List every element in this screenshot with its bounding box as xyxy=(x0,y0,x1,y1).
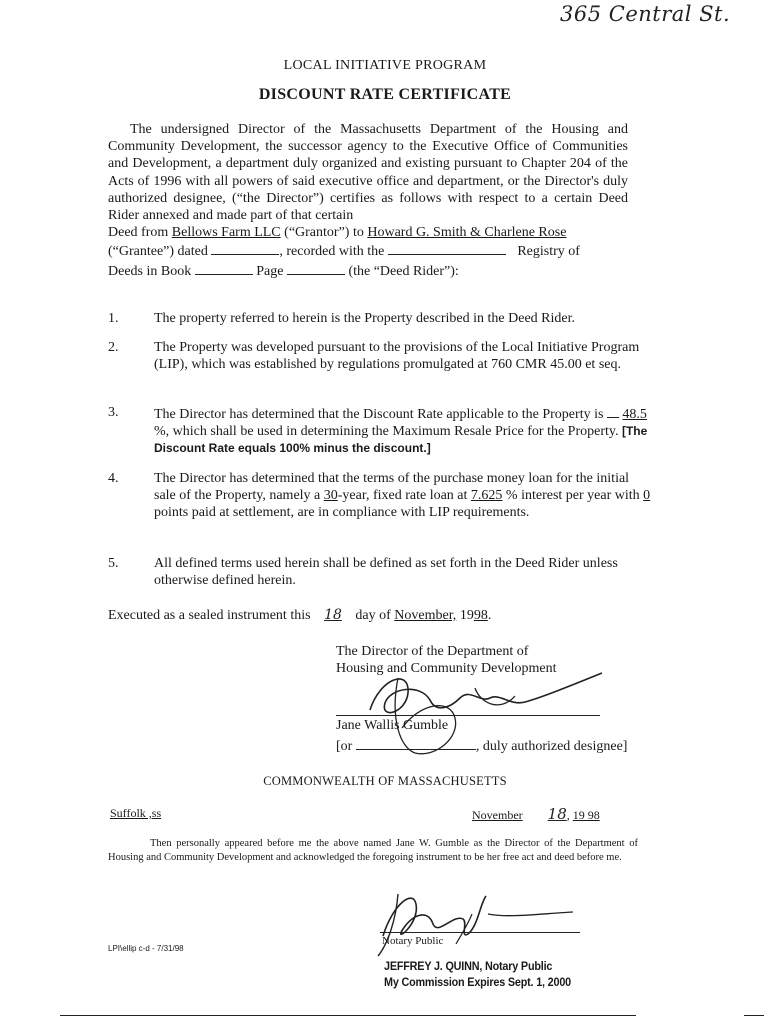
intro-text: The undersigned Director of the Massachusetts Department of the Housing and Community Development, the successor agency to the Executive Office of Communities and Development, a department duly organized and existing pursuant to Chapter 204 of the Acts of 1996 with all powers of said executive office and department, or the Director's duly authorized designee, (“the Director”) certifies as follows with respect to a certain Deed Rider annexed and made part of that certain xyxy=(108,122,628,224)
item-number: 1. xyxy=(108,311,119,326)
book-label: Deeds in Book xyxy=(108,263,192,279)
handwritten-address: 365 Central St. xyxy=(560,2,731,26)
executed-day: 18 xyxy=(324,607,342,623)
interest-rate-value: 7.625 xyxy=(470,488,503,503)
grantee-label: (“Grantee”) dated xyxy=(108,244,208,260)
bottom-rule xyxy=(60,1015,636,1016)
notary-label: Notary Public xyxy=(382,935,444,947)
notary-year: 19 98 xyxy=(572,808,600,822)
points-value: 0 xyxy=(643,488,651,503)
item-text xyxy=(154,404,654,457)
book-line xyxy=(108,261,628,280)
registry-label: Registry of xyxy=(517,244,580,260)
notary-signature-line xyxy=(380,932,580,933)
executed-line: Executed as a sealed instrument this 18 day of November, 1998. xyxy=(108,607,492,623)
item-text-mid2: % interest per year with xyxy=(505,488,640,503)
page-label: Page xyxy=(256,263,284,279)
certificate-title: DISCOUNT RATE CERTIFICATE xyxy=(258,86,512,103)
discount-rate-value: 48.5 xyxy=(622,407,647,422)
item-number: 4. xyxy=(108,471,119,486)
executed-day-of: day of xyxy=(355,608,391,623)
dated-line xyxy=(108,241,628,260)
item-number: 3. xyxy=(108,405,119,420)
item-text xyxy=(154,470,654,521)
deed-rider-label: (the “Deed Rider”): xyxy=(348,263,459,279)
executed-year-prefix: 19 xyxy=(459,608,474,623)
rate-blank xyxy=(607,404,619,418)
director-title-line2: Housing and Community Development xyxy=(336,661,557,676)
designee-line xyxy=(336,736,627,755)
loan-term-value: 30 xyxy=(323,488,338,503)
registry-blank xyxy=(388,241,506,255)
notary-signature xyxy=(368,884,588,959)
item-text: The Property was developed pursuant to the provisions of the Local Initiative Program (LIP), which was established by regulations promulgated at 760 CMR 45.00 et seq. xyxy=(154,340,640,372)
book-blank xyxy=(195,261,253,275)
commonwealth-heading: COMMONWEALTH OF MASSACHUSETTS xyxy=(263,774,507,788)
grantor-label: (“Grantor”) to xyxy=(284,225,364,241)
notary-stamp xyxy=(384,958,571,990)
or-label: [or xyxy=(336,739,353,754)
item-number: 2. xyxy=(108,340,119,355)
discount-rate-note: [The Discount Rate equals 100% minus the discount.] xyxy=(154,424,648,455)
executed-month: November, xyxy=(394,608,457,623)
notary-acknowledgement: Then personally appeared before me the above named Jane W. Gumble as the Director of the Department of Housing and Community Development and acknowledged the foregoing instrument to be her free act and deed before me. xyxy=(108,838,638,863)
item-text-mid: -year, fixed rate loan at xyxy=(337,488,468,503)
designee-blank xyxy=(356,736,476,750)
notary-month: November xyxy=(472,808,523,822)
designee-label: , duly authorized designee] xyxy=(475,739,628,754)
dated-blank xyxy=(211,241,279,255)
notary-county: Suffolk ,ss xyxy=(110,806,162,820)
notary-day: 18 xyxy=(547,805,567,823)
intro-paragraph xyxy=(108,121,628,280)
notary-date: November 18, 19 98 xyxy=(468,805,620,823)
item-number: 5. xyxy=(108,556,119,571)
item-text-post: %, which shall be used in determining the Maximum Resale Price for the Property. xyxy=(154,424,619,439)
director-title-line1: The Director of the Department of xyxy=(336,644,529,659)
form-code: LPI\ellip c-d - 7/31/98 xyxy=(108,944,184,953)
item-text-pre: The Director has determined that the terms of the purchase money loan for the initial sale of the Property, namely a xyxy=(154,471,630,503)
executed-year: 98 xyxy=(473,608,488,623)
notary-stamp-name: JEFFREY J. QUINN, Notary Public xyxy=(384,959,553,973)
grantee-name: Howard G. Smith & Charlene Rose xyxy=(367,225,567,241)
director-signature-line xyxy=(336,715,600,716)
program-title: LOCAL INITIATIVE PROGRAM xyxy=(283,58,487,73)
director-name: Jane Wallis Gumble xyxy=(336,718,449,733)
item-text: All defined terms used herein shall be defined as set forth in the Deed Rider unless otherwise defined herein. xyxy=(154,556,618,588)
executed-label: Executed as a sealed instrument this xyxy=(108,608,311,623)
grantor-name: Bellows Farm LLC xyxy=(171,225,281,241)
page-blank xyxy=(287,261,345,275)
deed-line xyxy=(108,224,628,241)
notary-stamp-expiry: My Commission Expires Sept. 1, 2000 xyxy=(384,975,571,989)
item-text-post: points paid at settlement, are in compliance with LIP requirements. xyxy=(154,505,530,520)
item-text-pre: The Director has determined that the Discount Rate applicable to the Property is xyxy=(154,407,604,422)
deed-from-label: Deed from xyxy=(108,225,169,241)
bottom-rule-right xyxy=(744,1015,764,1016)
item-text: The property referred to herein is the Property described in the Deed Rider. xyxy=(154,311,576,326)
recorded-label: , recorded with the xyxy=(279,244,385,260)
